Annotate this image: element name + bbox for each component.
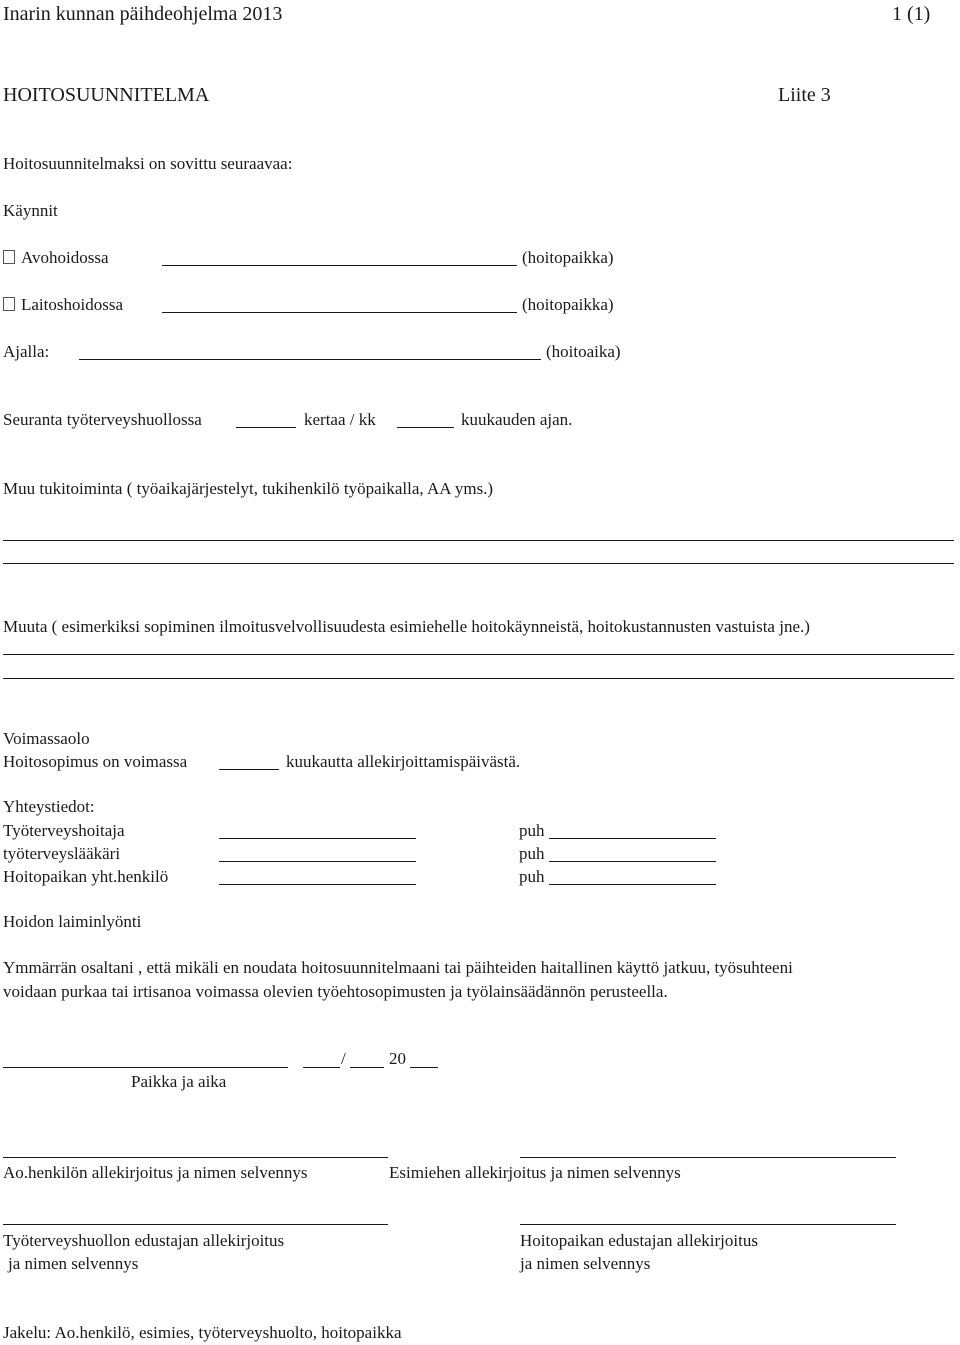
date-year-prefix: 20 [389,1049,406,1068]
care-place-signature-label-1: Hoitopaikan edustajan allekirjoitus [520,1231,758,1250]
other-line-1[interactable] [3,654,954,655]
date-slash: / [341,1049,346,1068]
followup-months-field[interactable] [397,427,454,428]
validity-text-1: Hoitosopimus on voimassa [3,752,188,771]
inpatient-option[interactable] [3,296,123,313]
date-month-field[interactable] [350,1067,384,1068]
period-label: Ajalla: [3,342,50,361]
occ-health-signature-label-1: Työterveyshuollon edustajan allekirjoitus [3,1231,285,1250]
contact-label-care-place: Hoitopaikan yht.henkilö [3,867,169,886]
date-day-field[interactable] [303,1067,340,1068]
supervisor-signature-label: Esimiehen allekirjoitus ja nimen selvennys [389,1163,681,1182]
contacts-heading: Yhteystiedot: [3,797,95,816]
contact-nurse-phone-field[interactable] [549,838,716,839]
appendix-label: Liite 3 [778,84,831,106]
validity-heading: Voimassaolo [3,729,90,748]
inpatient-place-field[interactable] [162,312,517,313]
followup-times-field[interactable] [236,427,296,428]
outpatient-place-field[interactable] [162,265,517,266]
neglect-text-line-1: Ymmärrän osaltani , että mikäli en noudata hoitosuunnitelmaani tai päihteiden haitallinen käyttö jatkuu, työsuhteeni [3,958,793,977]
distribution-text: Jakelu: Ao.henkilö, esimies, työterveyshuolto, hoitopaikka [3,1323,402,1342]
contact-doctor-phone-field[interactable] [549,861,716,862]
contact-nurse-field[interactable] [219,838,416,839]
contact-phone-label: puh [519,867,545,886]
inpatient-note: (hoitopaikka) [522,295,614,314]
care-place-signature-field[interactable] [520,1224,896,1225]
contact-care-place-field[interactable] [219,884,416,885]
period-note: (hoitoaika) [546,342,621,361]
intro-text: Hoitosuunnitelmaksi on sovittu seuraavaa: [3,154,293,173]
neglect-heading: Hoidon laiminlyönti [3,912,142,931]
contact-label-doctor: työterveyslääkäri [3,844,121,863]
outpatient-checkbox[interactable] [3,250,15,264]
outpatient-option[interactable] [3,249,109,266]
occ-health-signature-label-2: ja nimen selvennys [8,1254,139,1273]
followup-text-3: kuukauden ajan. [461,410,573,429]
other-label: Muuta ( esimerkiksi sopiminen ilmoitusvelvollisuudesta esimiehelle hoitokäynneistä, hoitokustannusten vastuista jne.) [3,617,810,636]
care-place-signature-label-2: ja nimen selvennys [520,1254,651,1273]
place-date-label: Paikka ja aika [131,1072,227,1091]
employee-signature-field[interactable] [3,1157,388,1158]
other-line-2[interactable] [3,678,954,679]
place-field[interactable] [3,1067,288,1068]
inpatient-checkbox[interactable] [3,297,15,311]
followup-text-1: Seuranta työterveyshuollossa [3,410,202,429]
validity-text-2: kuukautta allekirjoittamispäivästä. [286,752,521,771]
other-support-label: Muu tukitoiminta ( työaikajärjestelyt, tukihenkilö työpaikalla, AA yms.) [3,479,494,498]
outpatient-label: Avohoidossa [21,248,109,267]
contact-label-nurse: Työterveyshoitaja [3,821,125,840]
visits-heading: Käynnit [3,201,58,220]
other-support-line-2[interactable] [3,563,954,564]
page-number: 1 (1) [892,3,931,25]
other-support-line-1[interactable] [3,540,954,541]
supervisor-signature-field[interactable] [520,1157,896,1158]
period-field[interactable] [79,359,541,360]
occ-health-signature-field[interactable] [3,1224,388,1225]
document-header-title: Inarin kunnan päihdeohjelma 2013 [3,3,283,25]
validity-months-field[interactable] [219,769,279,770]
outpatient-note: (hoitopaikka) [522,248,614,267]
inpatient-label: Laitoshoidossa [21,295,123,314]
neglect-text-line-2: voidaan purkaa tai irtisanoa voimassa olevien työehtosopimusten ja työlainsäädännön perusteella. [3,982,668,1001]
contact-doctor-field[interactable] [219,861,416,862]
followup-text-2: kertaa / kk [304,410,376,429]
contact-phone-label: puh [519,844,545,863]
date-year-field[interactable] [410,1067,438,1068]
document-title: HOITOSUUNNITELMA [3,84,210,106]
employee-signature-label: Ao.henkilön allekirjoitus ja nimen selvennys [3,1163,308,1182]
contact-care-place-phone-field[interactable] [549,884,716,885]
contact-phone-label: puh [519,821,545,840]
